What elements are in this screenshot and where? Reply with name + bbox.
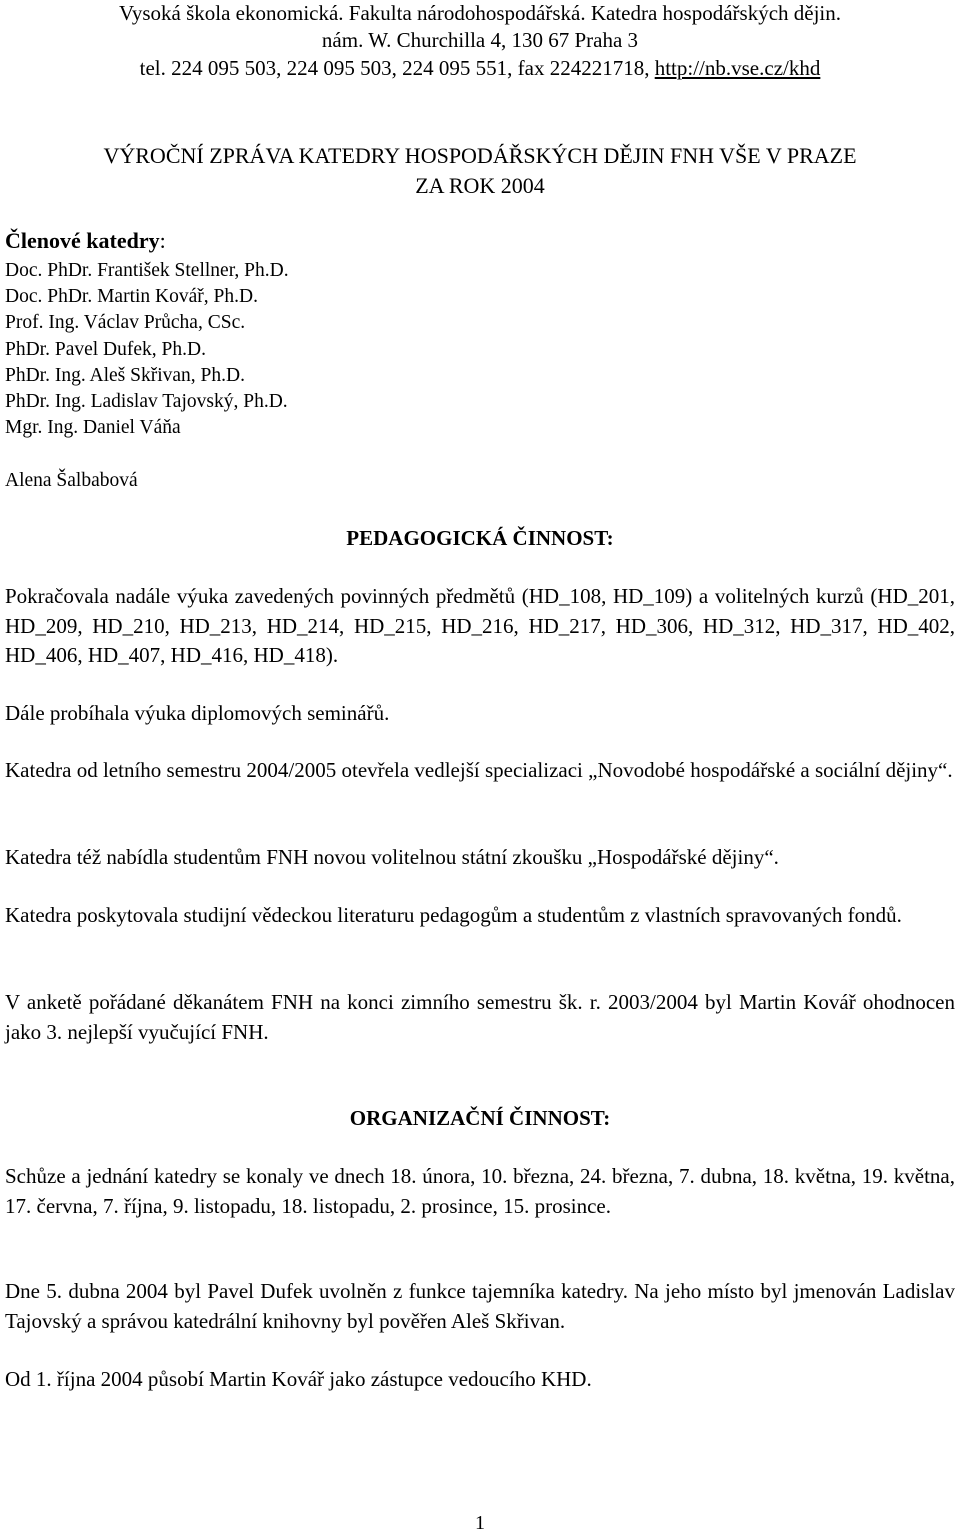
header-website-link[interactable]: http://nb.vse.cz/khd xyxy=(654,56,821,80)
member-item: PhDr. Ing. Ladislav Tajovský, Ph.D. xyxy=(5,391,288,413)
paragraph-specialization: Katedra od letního semestru 2004/2005 otevřela vedlejší specializaci „Novodobé hospodářské a sociální dějiny“. xyxy=(5,758,953,782)
section-heading-pedagogicka: PEDAGOGICKÁ ČINNOST: xyxy=(346,526,614,550)
paragraph-literature: Katedra poskytovala studijní vědeckou literaturu pedagogům a studentům z vlastních spravovaných fondů. xyxy=(5,903,902,927)
section-heading-organizacni: ORGANIZAČNÍ ČINNOST: xyxy=(349,1106,611,1130)
report-title-line1: VÝROČNÍ ZPRÁVA KATEDRY HOSPODÁŘSKÝCH DĚJIN FNH VŠE V PRAZE xyxy=(103,143,857,168)
paragraph-secretary: Dne 5. dubna 2004 byl Pavel Dufek uvolněn z funkce tajemníka katedry. Na jeho místo byl jmenován Ladislav Tajovský a správou katedrální knihovny byl pověřen Aleš Skřivan. xyxy=(5,1279,955,1333)
paragraph-courses: Pokračovala nadále výuka zavedených povinných předmětů (HD_108, HD_109) a volitelných kurzů (HD_201, HD_209, HD_210, HD_213, HD_214, HD_215, HD_216, HD_217, HD_306, HD_312, HD_317, HD_402, HD_406, HD_407, HD_416, HD_418). xyxy=(5,584,955,667)
member-item: Prof. Ing. Václav Průcha, CSc. xyxy=(5,312,246,334)
members-list xyxy=(5,258,289,441)
report-title-line2: ZA ROK 2004 xyxy=(415,173,545,198)
members-heading-text: Členové katedry xyxy=(5,228,160,253)
member-staff: Alena Šalbabová xyxy=(5,470,138,491)
paragraph-state-exam: Katedra též nabídla studentům FNH novou volitelnou státní zkoušku „Hospodářské dějiny“. xyxy=(5,845,779,869)
page-number: 1 xyxy=(475,1512,485,1534)
header-institution: Vysoká škola ekonomická. Fakulta národohospodářská. Katedra hospodářských dějin. xyxy=(119,1,841,25)
paragraph-seminars: Dále probíhala výuka diplomových seminářů. xyxy=(5,701,390,725)
header-contact xyxy=(0,55,960,81)
paragraph-survey: V anketě pořádané děkanátem FNH na konci zimního semestru šk. r. 2003/2004 byl Martin Kovář ohodnocen jako 3. nejlepší vyučující FNH. xyxy=(5,990,955,1044)
member-item: PhDr. Pavel Dufek, Ph.D. xyxy=(5,338,206,360)
members-heading xyxy=(5,228,166,254)
paragraph-deputy: Od 1. října 2004 působí Martin Kovář jako zástupce vedoucího KHD. xyxy=(5,1367,592,1391)
members-heading-colon: : xyxy=(159,228,166,253)
paragraph-meetings: Schůze a jednání katedry se konaly ve dnech 18. února, 10. března, 24. března, 7. dubna, 18. května, 19. května, 17. června, 7. října, 9. listopadu, 18. listopadu, 2. prosince, 15. prosince. xyxy=(5,1164,955,1218)
member-item: PhDr. Ing. Aleš Skřivan, Ph.D. xyxy=(5,364,245,386)
header-address: nám. W. Churchilla 4, 130 67 Praha 3 xyxy=(321,28,639,52)
member-item: Mgr. Ing. Daniel Váňa xyxy=(5,417,181,439)
member-item: Doc. PhDr. Martin Kovář, Ph.D. xyxy=(5,286,258,308)
header-phone-fax: tel. 224 095 503, 224 095 503, 224 095 551, fax 224221718, xyxy=(139,56,655,80)
member-item: Doc. PhDr. František Stellner, Ph.D. xyxy=(5,260,289,281)
